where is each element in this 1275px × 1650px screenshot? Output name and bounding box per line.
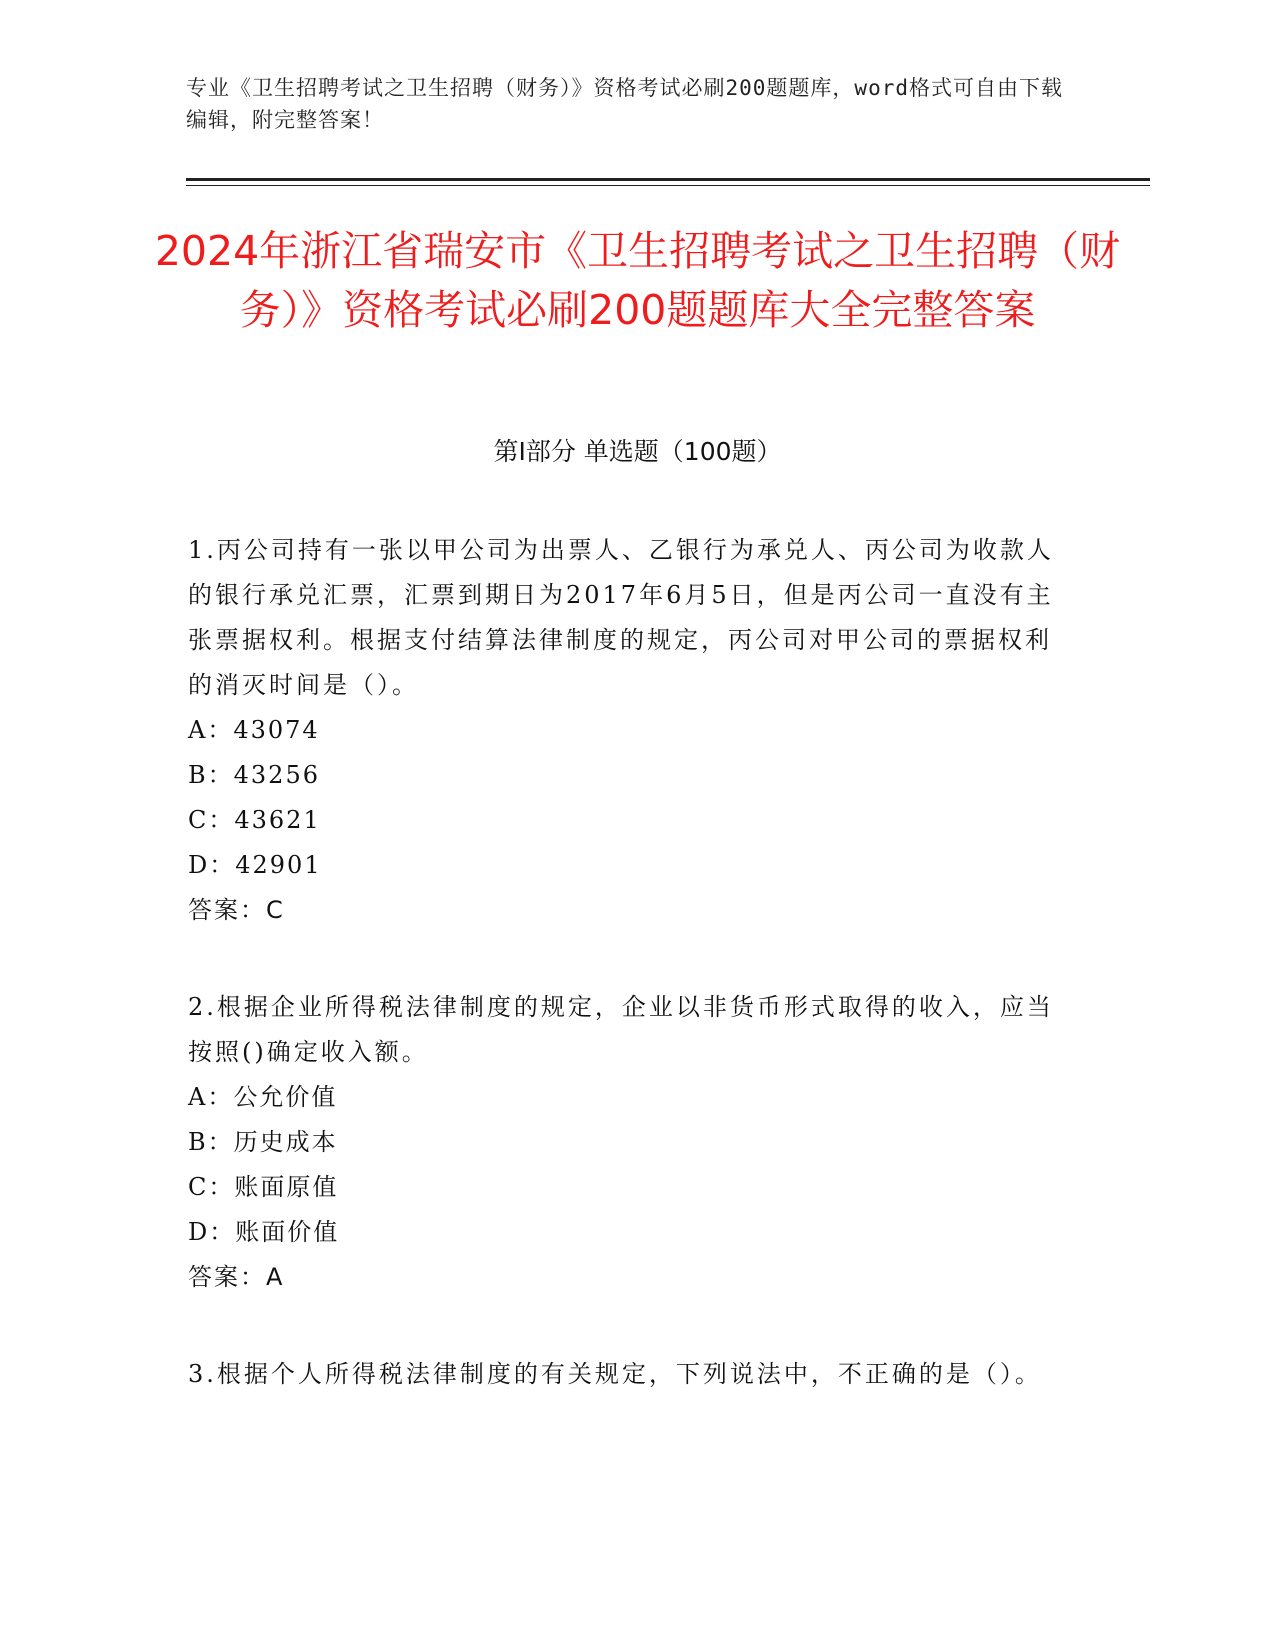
option-a: A：公允价值 <box>188 1083 338 1111</box>
question-1 <box>188 528 1068 933</box>
answer: 答案：A <box>188 1263 285 1291</box>
option-d: D：账面价值 <box>188 1218 340 1246</box>
header-note: 专业《卫生招聘考试之卫生招聘（财务）》资格考试必刷200题题库，word格式可自由下载编辑，附完整答案！ <box>186 76 1063 132</box>
option-b: B：历史成本 <box>188 1128 338 1156</box>
answer: 答案：C <box>188 896 285 924</box>
section-heading: 第I部分 单选题（100题） <box>493 437 782 466</box>
document-title: 2024年浙江省瑞安市《卫生招聘考试之卫生招聘（财务）》资格考试必刷200题题库大全完整答案 <box>154 227 1121 334</box>
header-rule-thick <box>186 178 1150 181</box>
header-rule-thin <box>186 185 1150 186</box>
option-c: C：账面原值 <box>188 1173 339 1201</box>
question-2 <box>188 985 1068 1300</box>
option-a: A：43074 <box>188 716 320 744</box>
question-stem: 2.根据企业所得税法律制度的规定，企业以非货币形式取得的收入，应当按照()确定收入额。 <box>188 993 1054 1066</box>
question-stem: 1.丙公司持有一张以甲公司为出票人、乙银行为承兑人、丙公司为收款人的银行承兑汇票，汇票到期日为2017年6月5日，但是丙公司一直没有主张票据权利。根据支付结算法律制度的规定，丙公司对甲公司的票据权利的消灭时间是（）。 <box>188 536 1054 699</box>
option-c: C：43621 <box>188 806 321 834</box>
question-3 <box>188 1352 1068 1397</box>
question-stem: 3.根据个人所得税法律制度的有关规定，下列说法中，不正确的是（）。 <box>188 1360 1042 1388</box>
option-d: D：42901 <box>188 851 322 879</box>
option-b: B：43256 <box>188 761 320 789</box>
